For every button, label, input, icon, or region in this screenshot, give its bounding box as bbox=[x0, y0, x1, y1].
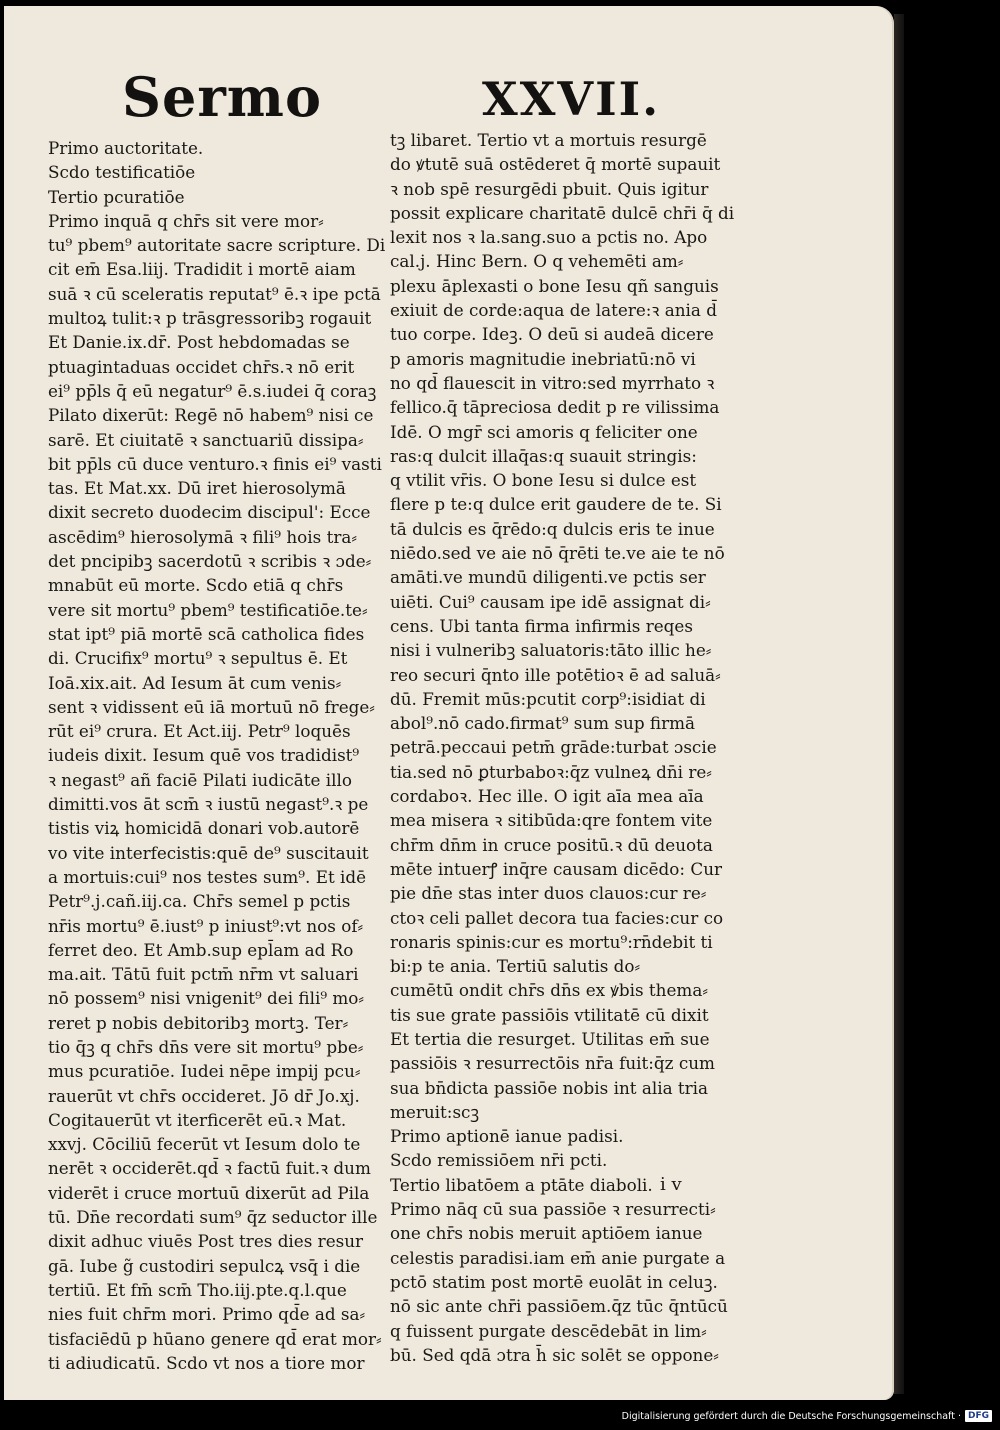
text-line: Scdo remissiōem nr̄i pcti. bbox=[390, 1150, 608, 1171]
text-line: flere p te:q dulce erit gaudere de te. Si bbox=[390, 494, 722, 515]
text-line: no qd̄ flauescit in vitro:sed myrrhato ꝛ bbox=[390, 372, 715, 393]
text-line: ascēdim⁹ hierosolymā ꝛ fili⁹ hois tra⸗ bbox=[48, 526, 357, 547]
text-line: Primo auctoritate. bbox=[48, 138, 204, 158]
text-line: Petr⁹.j.cañ.iij.ca. Chr̄s semel p pctis bbox=[48, 891, 351, 912]
text-line: cit em̄ Esa.liij. Tradidit i mortē aiam bbox=[48, 259, 356, 280]
text-line: do ꝟtutē suā ostēderet q̄ mortē supauit bbox=[390, 154, 721, 175]
text-line: cens. Ubi tanta firma infirmis reqes bbox=[390, 615, 693, 636]
text-line: Primo inquā q chr̄s sit vere mor⸗ bbox=[48, 210, 324, 231]
text-line: vere sit mortu⁹ pbem⁹ testificatiōe.te⸗ bbox=[48, 599, 368, 620]
text-line: exiuit de corde:aqua de latere:ꝛ ania d̄ bbox=[390, 300, 717, 321]
book-edge bbox=[894, 14, 904, 1394]
text-line: suā ꝛ cū sceleratis reputat⁹ ē.ꝛ ipe pctā bbox=[48, 283, 381, 304]
text-line: fellico.q̄ tāpreciosa dedit p re vilissima bbox=[390, 397, 720, 418]
text-line: nies fuit chr̄m mori. Primo qd̄e ad sa⸗ bbox=[48, 1304, 366, 1325]
signature-mark: i v bbox=[660, 1174, 682, 1195]
text-line: reo securi q̄nto ille potētioꝛ ē ad saluā⸗ bbox=[390, 664, 721, 685]
text-line: bit pp̄ls cū duce venturo.ꝛ finis ei⁹ vasti bbox=[48, 453, 382, 474]
text-line: Scdo testificatiōe bbox=[48, 162, 196, 183]
text-line: tertiū. Et fm̄ scm̄ Tho.iij.pte.q.l.que bbox=[48, 1279, 347, 1300]
text-line: tā dulcis es q̄rēdo:q dulcis eris te inue bbox=[390, 518, 715, 539]
text-line: xxvj. Cōciliū fecerūt vt Iesum dolo te bbox=[48, 1134, 361, 1155]
text-line: amāti.ve mundū diligenti.ve pctis ser bbox=[390, 567, 706, 588]
text-line: celestis paradisi.iam em̄ anie purgate a bbox=[390, 1247, 726, 1268]
text-line: sua bn̄dicta passiōe nobis int alia tria bbox=[390, 1077, 709, 1098]
text-line: plexu āplexasti o bone Iesu qñ sanguis bbox=[390, 275, 719, 296]
text-line: tuo corpe. Ideꝫ. O deū si audeā dicere bbox=[390, 324, 714, 345]
text-line: nō sic ante chr̄i passiōem.q̄z tūc q̄ntūcū bbox=[390, 1296, 728, 1317]
text-line: ctoꝛ celi pallet decora tua facies:cur co bbox=[390, 907, 724, 928]
text-line: Pilato dixerūt: Regē nō habem⁹ nisi ce bbox=[48, 405, 374, 426]
text-line: petrā.peccaui petm̄ grāde:turbat ɔscie bbox=[390, 737, 717, 758]
text-line: sent ꝛ vidissent eū iā mortuū nō frege⸗ bbox=[48, 696, 375, 717]
text-line: ꝛ nob spē resurgēdi pbuit. Quis igitur bbox=[390, 178, 709, 199]
text-line: ei⁹ pp̄ls q̄ eū negatur⁹ ē.s.iudei q̄ coraꝫ bbox=[48, 380, 377, 401]
text-line: nerēt ꝛ occiderēt.qd̄ ꝛ factū fuit.ꝛ dum bbox=[48, 1158, 371, 1179]
text-line: ꝛ negast⁹ añ faciē Pilati iudicāte illo bbox=[48, 769, 352, 790]
scanned-page bbox=[4, 6, 894, 1400]
text-line: Et Danie.ix.dr̄. Post hebdomadas se bbox=[48, 332, 350, 353]
text-line: niēdo.sed ve aie nō q̄rēti te.ve aie te nō bbox=[390, 543, 725, 564]
text-line: iudeis dixit. Iesum quē vos tradidist⁹ bbox=[48, 745, 360, 766]
text-line: gā. Iube g̃ custodiri sepulcꝝ vsq̄ i die bbox=[48, 1255, 361, 1276]
text-line: q vtilit vr̄is. O bone Iesu si dulce est bbox=[390, 470, 697, 491]
text-line: dimitti.vos āt scm̄ ꝛ iustū negast⁹.ꝛ pe bbox=[48, 794, 369, 815]
text-line: p amoris magnitudie inebriatū:nō vi bbox=[390, 348, 696, 369]
text-line: ptuagintaduas occidet chr̄s.ꝛ nō erit bbox=[48, 356, 355, 377]
text-line: chr̄m dn̄m in cruce positū.ꝛ dū deuota bbox=[390, 834, 713, 855]
digitization-footer bbox=[622, 1408, 992, 1424]
text-line: meruit:scꝫ bbox=[390, 1101, 480, 1122]
text-line: di. Crucifix⁹ mortu⁹ ꝛ sepultus ē. Et bbox=[48, 648, 348, 669]
text-line: one chr̄s nobis meruit aptiōem ianue bbox=[390, 1223, 703, 1244]
text-line: tisfaciēdū p hūano genere qd̄ erat mor⸗ bbox=[48, 1328, 382, 1349]
running-head-left: Sermo bbox=[122, 65, 322, 129]
footer-text: Digitalisierung gefördert durch die Deutsche Forschungsgemeinschaft · bbox=[621, 1410, 961, 1422]
text-line: mus pcuratiōe. Iudei nēpe impij pcu⸗ bbox=[48, 1061, 361, 1082]
text-line: tu⁹ pbem⁹ autoritate sacre scripture. Di bbox=[48, 235, 386, 256]
text-line: pie dn̄e stas inter duos clauos:cur re⸗ bbox=[390, 883, 707, 904]
text-line: cumētū ondit chr̄s dn̄s ex ꝟbis thema⸗ bbox=[390, 980, 708, 1001]
text-line: tꝫ libaret. Tertio vt a mortuis resurgē bbox=[390, 130, 707, 150]
text-line: dixit adhuc viuēs Post tres dies resur bbox=[48, 1231, 364, 1252]
text-line: cordaboꝛ. Hec ille. O igit aīa mea aīa bbox=[390, 786, 704, 807]
text-line: Cogitauerūt vt iterficerēt eū.ꝛ Mat. bbox=[48, 1109, 347, 1130]
left-text-column bbox=[48, 136, 386, 1375]
text-line: a mortuis:cui⁹ nos testes sum⁹. Et idē bbox=[48, 866, 367, 887]
text-line: dixit secreto duodecim discipul': Ecce bbox=[48, 502, 371, 523]
text-line: possit explicare charitatē dulcē chr̄i q̄ di bbox=[390, 202, 735, 223]
text-line: Idē. O mgr̄ sci amoris q feliciter one bbox=[390, 421, 698, 442]
text-line: mnabūt eū morte. Scdo etiā q chr̄s bbox=[48, 575, 344, 596]
text-line: mea misera ꝛ sitibūda:qre fontem vite bbox=[390, 810, 713, 831]
text-line: multoꝝ tulit:ꝛ p trāsgressoribꝫ rogauit bbox=[48, 308, 372, 329]
text-line: nō possem⁹ nisi vnigenit⁹ dei fili⁹ mo⸗ bbox=[48, 988, 364, 1009]
text-line: passiōis ꝛ resurrectōis nr̄a fuit:q̄z cum bbox=[390, 1053, 715, 1074]
text-line: abol⁹.nō cado.firmat⁹ sum sup firmā bbox=[390, 713, 696, 734]
text-line: Tertio libatōem a ptāte diaboli. bbox=[390, 1174, 653, 1195]
text-line: Ioā.xix.ait. Ad Iesum āt cum venis⸗ bbox=[48, 672, 342, 693]
text-line: vo vite interfecistis:quē de⁹ suscitauit bbox=[48, 842, 369, 863]
right-text-column bbox=[390, 128, 770, 1367]
dfg-logo: DFG bbox=[965, 1410, 992, 1422]
text-line: ma.ait. Tātū fuit pctm̄ nr̄m vt saluari bbox=[48, 964, 359, 985]
text-line: q fuissent purgate descēdebāt in lim⸗ bbox=[390, 1320, 707, 1341]
text-line: tio q̄ꝫ q chr̄s dn̄s vere sit mortu⁹ pbe⸗ bbox=[48, 1036, 364, 1057]
text-line: stat ipt⁹ piā mortē scā catholica fides bbox=[48, 623, 365, 644]
text-line: uiēti. Cui⁹ causam ipe idē assignat di⸗ bbox=[390, 591, 711, 612]
text-line: bi:p te ania. Tertiū salutis do⸗ bbox=[390, 956, 641, 977]
text-line: nr̄is mortu⁹ ē.iust⁹ p iniust⁹:vt nos of⸗ bbox=[48, 915, 364, 936]
text-line: nisi i vulneribꝫ saluatoris:tāto illic he⸗ bbox=[390, 640, 712, 661]
text-line: sarē. Et ciuitatē ꝛ sanctuariū dissipa⸗ bbox=[48, 429, 364, 450]
text-line: viderēt i cruce mortuū dixerūt ad Pila bbox=[48, 1182, 370, 1203]
text-line: Et tertia die resurget. Utilitas em̄ sue bbox=[390, 1028, 710, 1049]
text-line: reret p nobis debitoribꝫ mortꝫ. Ter⸗ bbox=[48, 1012, 349, 1033]
text-line: ras:q dulcit illaq̄as:q suauit stringis: bbox=[390, 445, 697, 466]
text-line: Primo aptionē ianue padisi. bbox=[390, 1126, 624, 1147]
text-line: lexit nos ꝛ la.sang.suo a pctis no. Apo bbox=[390, 227, 708, 248]
text-line: rauerūt vt chr̄s occideret. Jō dr̄ Jo.xj. bbox=[48, 1085, 360, 1106]
text-line: tis sue grate passiōis vtilitatē cū dixit bbox=[390, 1004, 709, 1025]
text-line: dū. Fremit mūs:pcutit corp⁹:isidiat di bbox=[390, 688, 706, 709]
text-line: ferret deo. Et Amb.sup epl̄am ad Ro bbox=[48, 939, 354, 960]
text-line: cal.j. Hinc Bern. O q vehemēti am⸗ bbox=[390, 251, 684, 272]
text-line: ti adiudicatū. Scdo vt nos a tiore mor bbox=[48, 1352, 365, 1373]
running-head-right: XXVII. bbox=[482, 72, 661, 126]
text-line: bū. Sed qdā ɔtra h̄ sic solēt se oppone⸗ bbox=[390, 1344, 719, 1365]
text-line: Primo nāq cū sua passiōe ꝛ resurrecti⸗ bbox=[390, 1199, 716, 1220]
text-line: rūt ei⁹ crura. Et Act.iij. Petr⁹ loquēs bbox=[48, 721, 351, 742]
text-line: tistis viꝝ homicidā donari vob.autorē bbox=[48, 818, 360, 839]
text-line: pctō statim post mortē euolāt in celuꝫ. bbox=[390, 1271, 718, 1292]
text-line: det pncipibꝫ sacerdotū ꝛ scribis ꝛ ɔde⸗ bbox=[48, 551, 372, 572]
text-line: tū. Dn̄e recordati sum⁹ q̄z seductor ille bbox=[48, 1207, 378, 1228]
text-line: tia.sed nō ꝑturbaboꝛ:q̄z vulneꝝ dn̄i re⸗ bbox=[390, 761, 712, 782]
text-line: mēte intuerꝭ inq̄re causam dicēdo: Cur bbox=[390, 858, 723, 879]
text-line: tas. Et Mat.xx. Dū iret hierosolymā bbox=[48, 478, 346, 499]
text-line: ronaris spinis:cur es mortu⁹:rn̄debit ti bbox=[390, 931, 713, 952]
text-line: Tertio pcuratiōe bbox=[48, 186, 185, 207]
